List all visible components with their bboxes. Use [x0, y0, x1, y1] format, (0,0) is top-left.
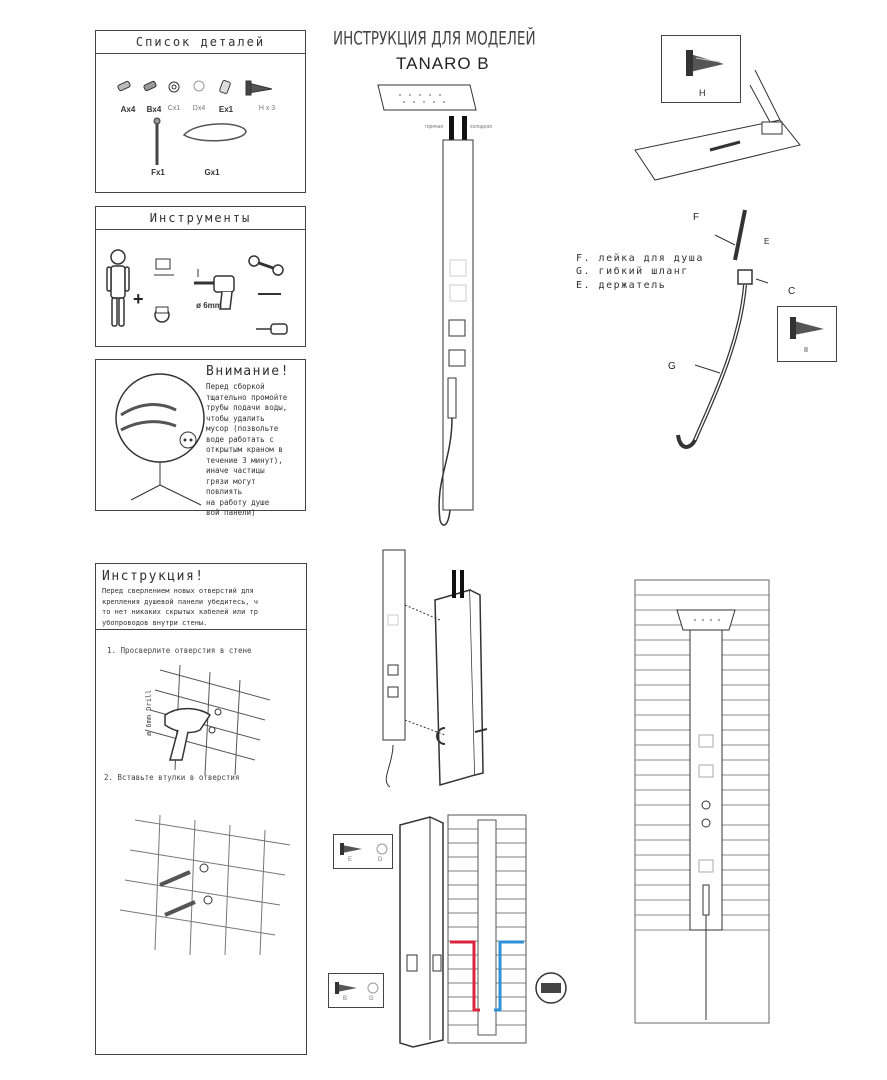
- installed-panel-illustration: [635, 580, 770, 1025]
- wall-outlet-illustration: [96, 360, 206, 512]
- insert-plugs-illustration: [100, 790, 300, 960]
- part-g-label: Gx1: [204, 168, 220, 177]
- part-h-label: H x 3: [258, 105, 276, 112]
- callout-e: E: [764, 237, 770, 246]
- instructions-box: [95, 563, 307, 630]
- part-a-label: Ax4: [120, 105, 136, 114]
- brick-wall-pipes-illustration: [448, 815, 528, 1045]
- part-c-label: Cx1: [167, 105, 181, 112]
- part-f-label: Fx1: [151, 168, 165, 177]
- legend-e: E. держатель: [576, 280, 667, 291]
- screw-ii-label: II: [804, 347, 808, 354]
- rain-head-mount-illustration: [630, 60, 810, 170]
- cold-water-label: холодная: [470, 124, 492, 130]
- screw-b-icon: [329, 974, 385, 1004]
- instructions-text: Перед сверлением новых отверстий для крепления душевой панели убедитесь, ч то нет никаких скрытых кабелей или тр убопроводов внутри стены.: [102, 587, 258, 627]
- attention-text: Перед сборкой тщательно промойте трубы подачи воды, чтобы удалить мусор (позвольте воде работать с открытым краном в течение 3 минут), иначе частицы грязи могут повлиять на работу душе вой панели): [206, 382, 288, 517]
- panel-mounting-illustration: [375, 545, 505, 795]
- document-title: ИНСТРУКЦИЯ ДЛЯ МОДЕЛЕЙ: [333, 27, 536, 50]
- tools-box: [95, 206, 306, 347]
- drill-text: ø 6mm Drill: [145, 689, 153, 736]
- screw-ii-box: [777, 306, 837, 362]
- screw-g-label: G: [369, 996, 374, 1002]
- callout-c: C: [788, 286, 796, 297]
- legend-g: G. гибкий шланг: [576, 266, 689, 277]
- parts-list-title: Список деталей: [135, 35, 266, 49]
- part-b-label: Bx4: [146, 105, 162, 114]
- screw-d-label: D: [378, 857, 383, 863]
- tools-title: Инструменты: [149, 211, 252, 225]
- model-name: TANARO B: [396, 54, 490, 73]
- part-d-label: Dx4: [192, 105, 206, 112]
- screw-ii-icon: [778, 307, 838, 357]
- hot-water-label: горячая: [425, 124, 444, 130]
- callout-f: F: [693, 212, 700, 223]
- legend-f: F. лейка для душа: [576, 253, 704, 264]
- screw-b-box: [328, 973, 384, 1008]
- shower-panel-illustration: [370, 80, 510, 530]
- callout-g: G: [668, 361, 676, 372]
- screw-e-box: [333, 834, 393, 869]
- screw-b-label: B: [343, 996, 348, 1002]
- hand-shower-illustration: [670, 205, 790, 455]
- attention-box: [95, 359, 306, 517]
- screw-h-label: H: [699, 88, 706, 98]
- screw-e-label: E: [348, 857, 353, 863]
- screw-e-icon: [334, 835, 394, 865]
- part-e-label: Ex1: [218, 105, 234, 114]
- instructions-title: Инструкция!: [102, 569, 205, 584]
- step-1-text: 1. Просверлите отверстия в стене: [107, 646, 252, 655]
- parts-list-box: [95, 30, 306, 193]
- fitting-detail-icon: [533, 970, 573, 1010]
- drill-size-label: ø 6mm: [196, 301, 222, 310]
- tools-illustration: [96, 229, 307, 347]
- svg-text:+: +: [133, 289, 144, 309]
- panel-back-illustration: [395, 815, 450, 1045]
- attention-title: Внимание!: [206, 364, 290, 379]
- step-2-text: 2. Вставьте втулки в отверстия: [104, 773, 240, 782]
- drill-wall-illustration: [100, 660, 300, 780]
